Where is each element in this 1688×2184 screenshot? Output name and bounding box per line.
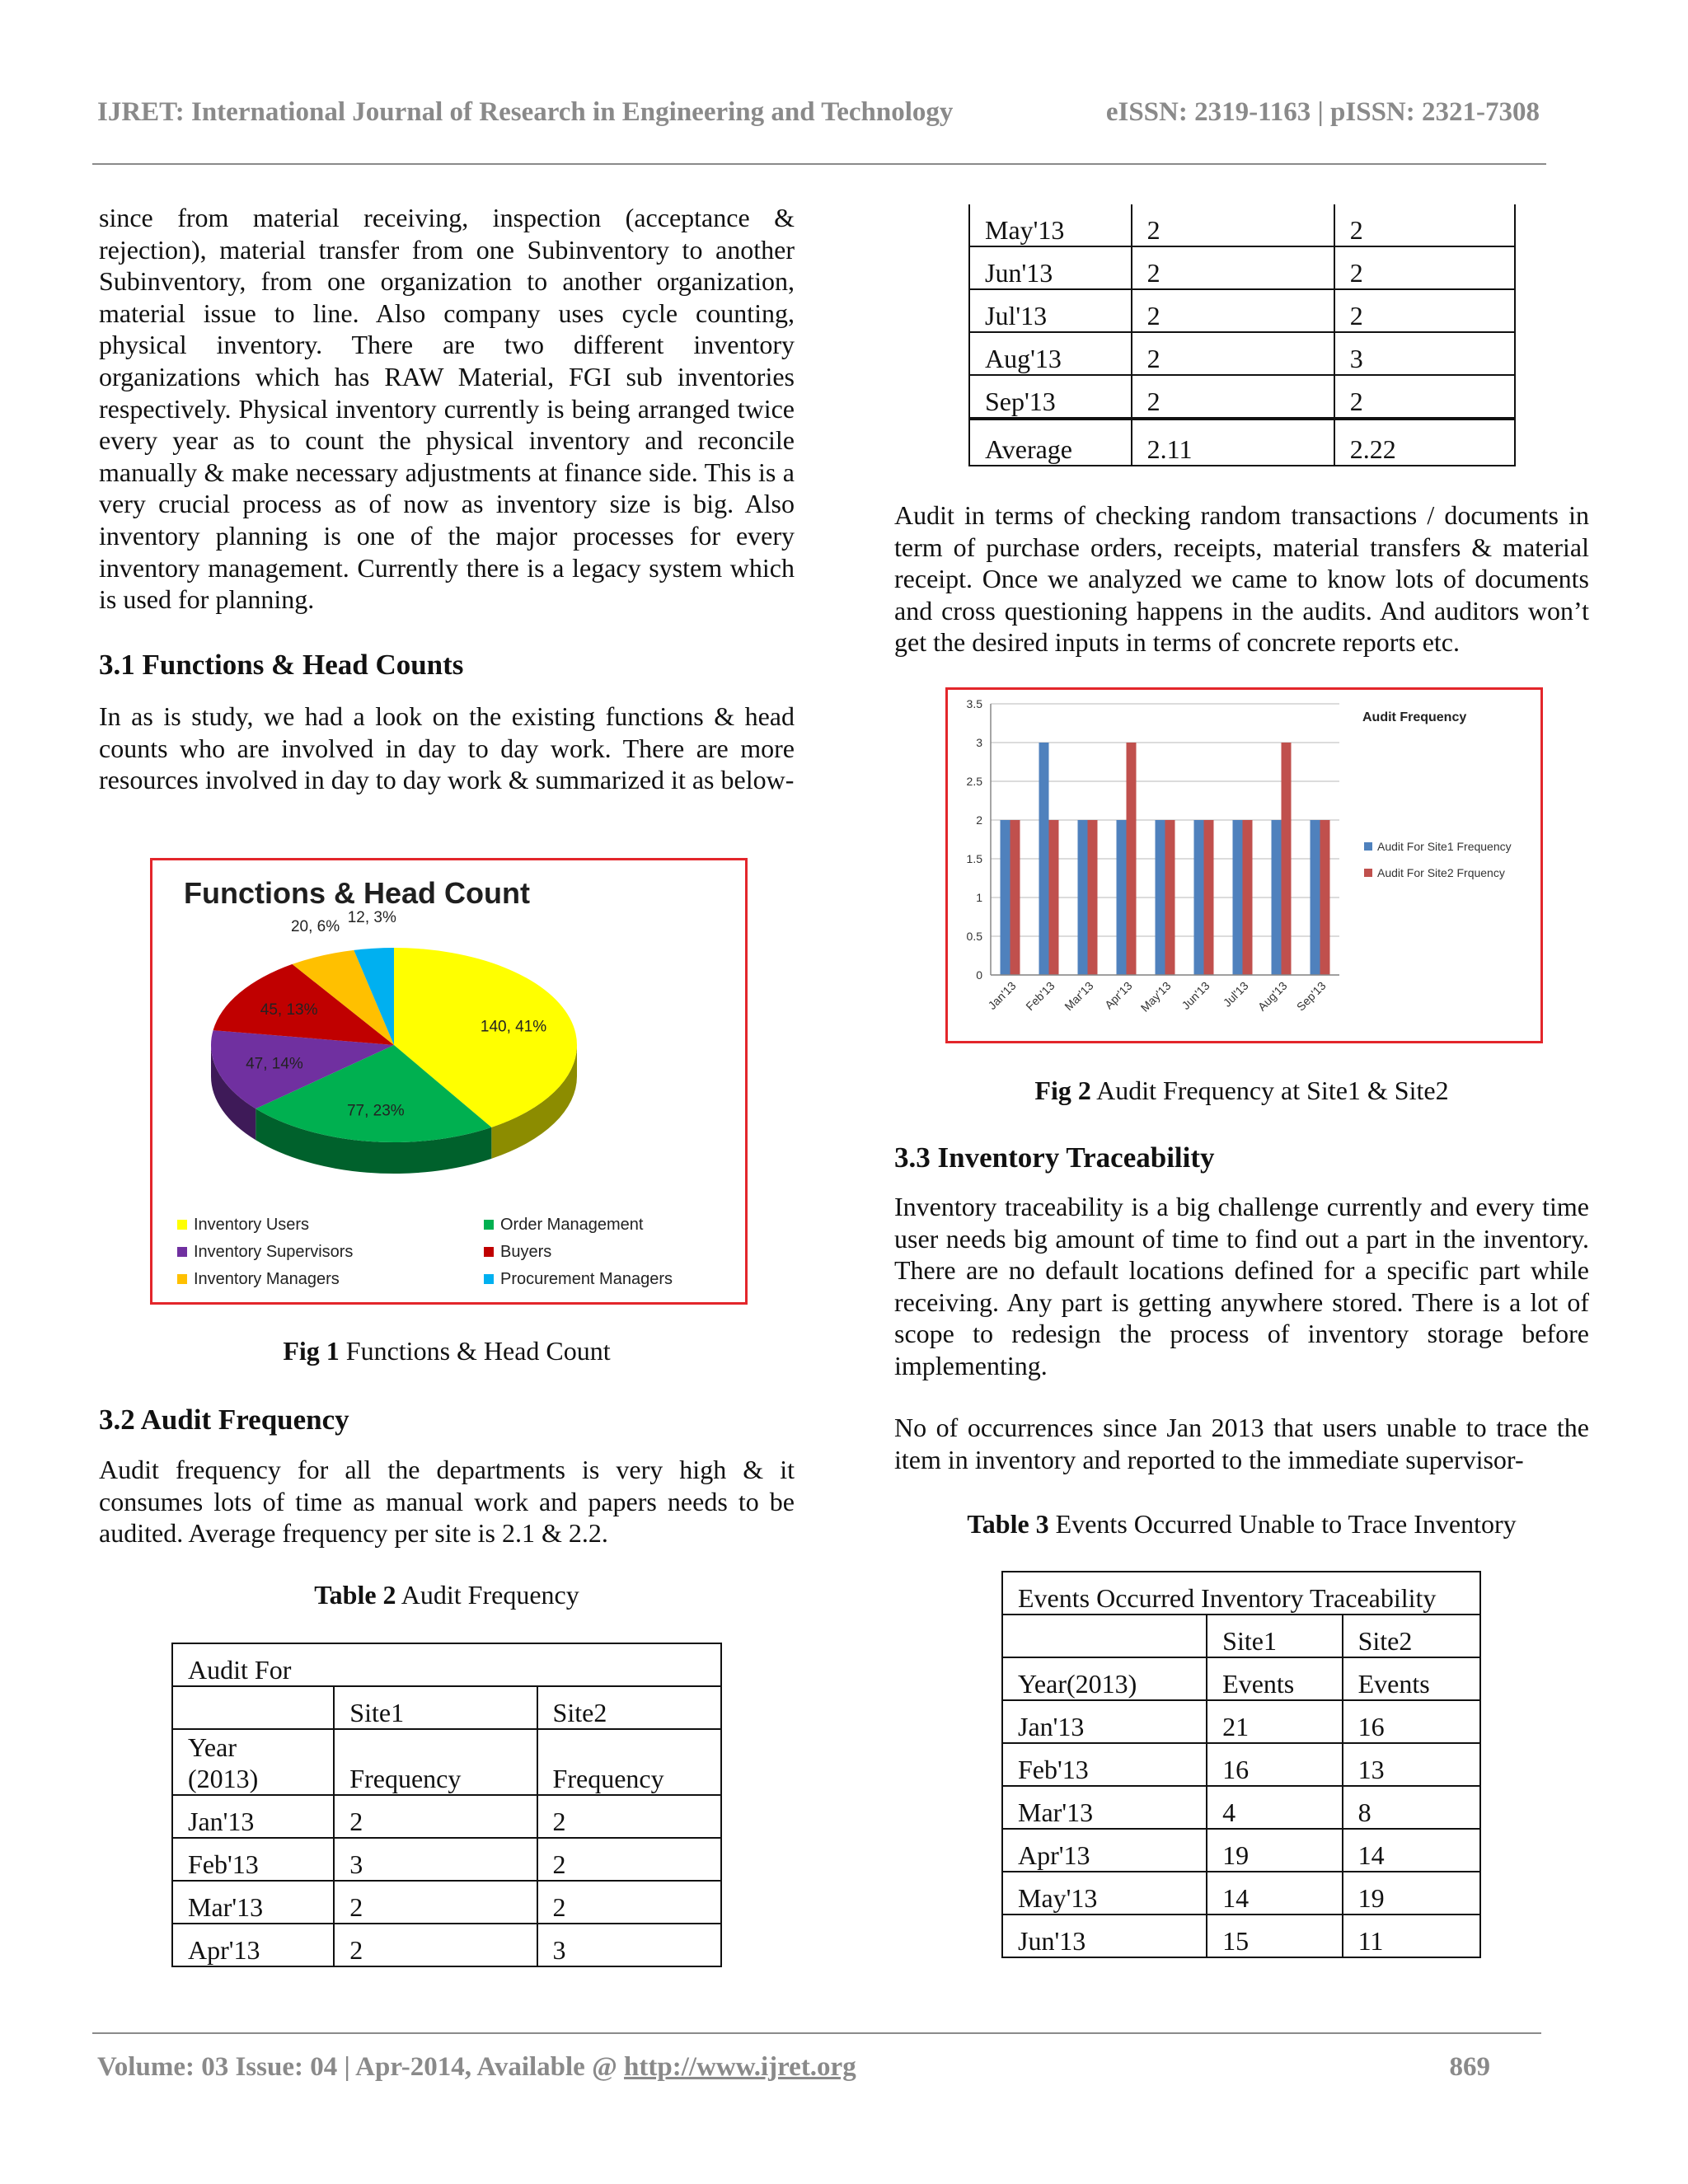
table-cell: 2	[334, 1924, 537, 1966]
table-cell: Jun'13	[1002, 1915, 1207, 1957]
table-row	[969, 246, 1515, 289]
pie-legend-label-2: Inventory Supervisors	[194, 1243, 354, 1261]
figure-1-label: Fig 1	[283, 1336, 340, 1366]
bar-y-tick: 1.5	[966, 852, 982, 865]
pie-legend-label-4: Inventory Managers	[194, 1270, 340, 1288]
table-cell: Mar'13	[1002, 1786, 1207, 1829]
footer-volume-text: Volume: 03 Issue: 04 | Apr-2014, Available @	[97, 2052, 625, 2082]
table-cell: May'13	[969, 204, 1132, 246]
bar-1-2	[1088, 820, 1098, 975]
table-3-text: Events Occurred Unable to Trace Inventory	[1048, 1509, 1517, 1539]
figure-2-text: Audit Frequency at Site1 & Site2	[1090, 1076, 1449, 1105]
table-cell: 2	[1334, 289, 1515, 332]
bar-y-tick: 2	[976, 813, 982, 827]
table-cell: 2	[1132, 204, 1334, 246]
bar-x-tick: Apr'13	[1102, 978, 1135, 1012]
table-header: Frequency	[537, 1729, 721, 1795]
table-cell: 21	[1207, 1700, 1342, 1743]
table-3-label: Table 3	[967, 1509, 1049, 1539]
bar-0-0	[1001, 820, 1010, 975]
table-cell: 3	[1334, 332, 1515, 375]
pie-chart-svg	[152, 860, 745, 1302]
bar-y-tick: 0.5	[966, 930, 982, 943]
table-2-title: Audit For	[172, 1643, 721, 1686]
bar-0-8	[1311, 820, 1320, 975]
table-2-continued	[968, 204, 1516, 466]
page-footer	[97, 2052, 1490, 2083]
pie-label-3: 45, 13%	[260, 1001, 318, 1019]
table-cell: 14	[1207, 1872, 1342, 1915]
section-3-1-title: 3.1 Functions & Head Counts	[99, 649, 464, 681]
table-header: Events	[1343, 1657, 1480, 1700]
table-header: Site2	[537, 1686, 721, 1729]
table-row	[1002, 1915, 1480, 1957]
table-header: Frequency	[334, 1729, 537, 1795]
table-cell: 4	[1207, 1786, 1342, 1829]
table-cell: Jan'13	[172, 1795, 334, 1838]
pie-legend-swatch-2	[177, 1247, 187, 1257]
table-cell: 15	[1207, 1915, 1342, 1957]
audit-paragraph: Audit in terms of checking random transactions / documents in term of purchase orders, receipts, material transfers & material receipt. Once we analyzed we came to know lots of documents and cross questioning happens in the audits. And auditors won’t get the desired inputs in terms of concrete reports etc.	[894, 500, 1589, 658]
bar-x-tick: Feb'13	[1023, 978, 1057, 1014]
table-cell: 16	[1207, 1743, 1342, 1786]
bar-x-tick: Jul'13	[1220, 978, 1251, 1010]
bar-1-3	[1127, 743, 1137, 975]
table-cell: Jun'13	[969, 246, 1132, 289]
pie-label-2: 47, 14%	[246, 1055, 303, 1073]
issn: eISSN: 2319-1163 | pISSN: 2321-7308	[1105, 97, 1540, 127]
table-cell: 13	[1343, 1743, 1480, 1786]
table-header: Year(2013)	[1002, 1657, 1207, 1700]
figure-2-caption	[894, 1075, 1589, 1106]
table-cell: Apr'13	[172, 1924, 334, 1966]
bar-title: Audit Frequency	[1362, 710, 1467, 724]
table-cell: 2	[537, 1881, 721, 1924]
bar-0-6	[1233, 820, 1243, 975]
bar-1-6	[1243, 820, 1253, 975]
pie-legend-label-0: Inventory Users	[194, 1216, 310, 1234]
table-row	[1002, 1743, 1480, 1786]
running-header	[97, 97, 1540, 128]
table-row	[969, 375, 1515, 419]
bar-0-3	[1117, 820, 1127, 975]
table-cell	[172, 1686, 334, 1729]
bar-0-4	[1156, 820, 1165, 975]
section-3-3-title: 3.3 Inventory Traceability	[894, 1141, 1215, 1174]
figure-2-label: Fig 2	[1034, 1076, 1091, 1105]
table-cell: 2	[1334, 204, 1515, 246]
bar-0-7	[1272, 820, 1282, 975]
table-cell: 3	[537, 1924, 721, 1966]
figure-1-pie-chart	[150, 858, 748, 1305]
table-cell	[1002, 1615, 1207, 1657]
section-3-2-paragraph: Audit frequency for all the departments is very high & it consumes lots of time as manual work and papers needs to be audited. Average frequency per site is 2.1 & 2.2.	[99, 1455, 795, 1549]
bar-1-7	[1282, 743, 1292, 975]
figure-1-text: Functions & Head Count	[339, 1336, 611, 1366]
table-header: Site2	[1343, 1615, 1480, 1657]
table-3-caption	[894, 1508, 1589, 1540]
figure-1-caption	[99, 1335, 795, 1366]
table-cell: Apr'13	[1002, 1829, 1207, 1872]
table-3-traceability	[1001, 1571, 1481, 1958]
pie-label-5: 12, 3%	[347, 908, 396, 926]
bar-y-tick: 3	[976, 736, 982, 749]
pie-label-0: 140, 41%	[480, 1018, 547, 1036]
table-cell: 19	[1207, 1829, 1342, 1872]
year-label: (2013)	[188, 1764, 259, 1793]
table-row	[172, 1881, 721, 1924]
bar-y-tick: 1	[976, 891, 982, 904]
table-cell: Average	[969, 419, 1132, 466]
pie-legend-swatch-5	[484, 1274, 494, 1284]
table-cell: 11	[1343, 1915, 1480, 1957]
pie-label-1: 77, 23%	[346, 1102, 405, 1120]
bar-x-tick: Jan'13	[985, 978, 1019, 1012]
table-row	[172, 1924, 721, 1966]
table-cell: May'13	[1002, 1872, 1207, 1915]
table-cell: Jul'13	[969, 289, 1132, 332]
table-cell: 2	[1132, 332, 1334, 375]
table-header: Site1	[334, 1686, 537, 1729]
table-row	[1002, 1700, 1480, 1743]
journal-name: IJRET: International Journal of Research in Engineering and Technology	[97, 97, 954, 127]
table-cell: Feb'13	[1002, 1743, 1207, 1786]
pie-legend-label-1: Order Management	[500, 1216, 644, 1234]
bar-legend-swatch-1	[1364, 869, 1372, 877]
table-row	[969, 332, 1515, 375]
table-cell: 14	[1343, 1829, 1480, 1872]
pie-legend-swatch-4	[177, 1274, 187, 1284]
bar-0-1	[1039, 743, 1049, 975]
table-cell: Jan'13	[1002, 1700, 1207, 1743]
table-header: Site1	[1207, 1615, 1342, 1657]
bar-x-tick: Sep'13	[1293, 978, 1329, 1014]
pie-legend-swatch-0	[177, 1220, 187, 1230]
section-3-1-paragraph: In as is study, we had a look on the existing functions & head counts who are involved in day to day work. There are more resources involved in day to day work & summarized it as below-	[99, 701, 795, 795]
bar-legend-label-0: Audit For Site1 Frequency	[1377, 840, 1512, 853]
header-rule	[92, 163, 1546, 165]
pie-legend-label-3: Buyers	[500, 1243, 552, 1261]
table-row	[172, 1795, 721, 1838]
table-cell: Mar'13	[172, 1881, 334, 1924]
table-2-label: Table 2	[314, 1580, 396, 1610]
table-header	[172, 1729, 334, 1795]
table-cell: 2	[537, 1838, 721, 1881]
table-cell: Feb'13	[172, 1838, 334, 1881]
bar-1-0	[1010, 820, 1020, 975]
table-row	[1002, 1786, 1480, 1829]
table-row	[1002, 1872, 1480, 1915]
bar-x-tick: Aug'13	[1254, 978, 1290, 1014]
footer-rule	[92, 2032, 1541, 2034]
table-3-title: Events Occurred Inventory Traceability	[1002, 1572, 1480, 1615]
table-cell: 2.11	[1132, 419, 1334, 466]
bar-y-tick: 0	[976, 968, 982, 982]
year-label: Year	[188, 1732, 237, 1762]
table-cell: 2	[1334, 246, 1515, 289]
table-row	[172, 1838, 721, 1881]
table-cell: 16	[1343, 1700, 1480, 1743]
table-cell: 2.22	[1334, 419, 1515, 466]
table-cell: 2	[1334, 375, 1515, 419]
table-cell: 8	[1343, 1786, 1480, 1829]
page-number: 869	[1449, 2052, 1490, 2082]
bar-legend-swatch-0	[1364, 842, 1372, 851]
figure-2-bar-chart	[945, 687, 1543, 1043]
bar-y-tick: 2.5	[966, 775, 982, 788]
bar-x-tick: May'13	[1137, 978, 1174, 1015]
pie-title: Functions & Head Count	[184, 876, 530, 910]
bar-legend-label-1: Audit For Site2 Frquency	[1377, 866, 1505, 879]
table-cell: 2	[334, 1795, 537, 1838]
table-cell: 2	[537, 1795, 721, 1838]
table-cell: 2	[1132, 246, 1334, 289]
bar-x-tick: Mar'13	[1062, 978, 1096, 1014]
bar-0-2	[1078, 820, 1088, 975]
pie-legend-swatch-1	[484, 1220, 494, 1230]
table-2-text: Audit Frequency	[396, 1580, 579, 1610]
table-cell: 2	[1132, 375, 1334, 419]
footer-volume	[97, 2052, 856, 2083]
table-2-audit-frequency	[171, 1643, 722, 1967]
left-column	[99, 202, 795, 616]
bar-x-tick: Jun'13	[1179, 978, 1212, 1012]
bar-0-5	[1194, 820, 1204, 975]
table-row	[1002, 1829, 1480, 1872]
journal-url-link[interactable]: http://www.ijret.org	[624, 2052, 856, 2082]
bar-1-4	[1165, 820, 1175, 975]
table-cell: 19	[1343, 1872, 1480, 1915]
pie-label-4: 20, 6%	[290, 918, 340, 936]
bar-chart-svg	[948, 690, 1540, 1041]
section-3-3-paragraph: Inventory traceability is a big challenge currently and every time user needs big amount of time to find out a part in the inventory. There are no default locations defined for a specific part while receiving. Any part is getting anywhere stored. There is a lot of scope to redesign the process of inventory storage before implementing.	[894, 1192, 1589, 1380]
bar-1-8	[1320, 820, 1330, 975]
table-row	[969, 204, 1515, 246]
bar-1-5	[1204, 820, 1214, 975]
pie-legend-swatch-3	[484, 1247, 494, 1257]
table-2-caption	[99, 1579, 795, 1610]
section-3-2-title: 3.2 Audit Frequency	[99, 1404, 349, 1436]
occurrences-paragraph: No of occurrences since Jan 2013 that users unable to trace the item in inventory and reported to the immediate supervisor-	[894, 1413, 1589, 1474]
table-cell: 2	[1132, 289, 1334, 332]
bar-y-tick: 3.5	[966, 697, 982, 710]
average-row	[969, 419, 1515, 466]
table-cell: Aug'13	[969, 332, 1132, 375]
table-row	[969, 289, 1515, 332]
table-cell: 3	[334, 1838, 537, 1881]
pie-legend-label-5: Procurement Managers	[500, 1270, 673, 1288]
intro-paragraph: since from material receiving, inspection (acceptance & rejection), material transfer from one Subinventory to another Subinventory, from one organization to another organization, material issue to line. Also company uses cycle counting, physical inventory. There are two different inventory organizations which has RAW Material, FGI sub inventories respectively. Physical inventory currently is being arranged twice every year as to count the physical inventory and reconcile manually & make necessary adjustments at finance side. This is a very crucial process as of now as inventory size is big. Also inventory planning is one of the major processes for every inventory management. Currently there is a legacy system which is used for planning.	[99, 203, 795, 615]
bar-1-1	[1049, 820, 1059, 975]
table-header: Events	[1207, 1657, 1342, 1700]
table-cell: 2	[334, 1881, 537, 1924]
table-cell: Sep'13	[969, 375, 1132, 419]
